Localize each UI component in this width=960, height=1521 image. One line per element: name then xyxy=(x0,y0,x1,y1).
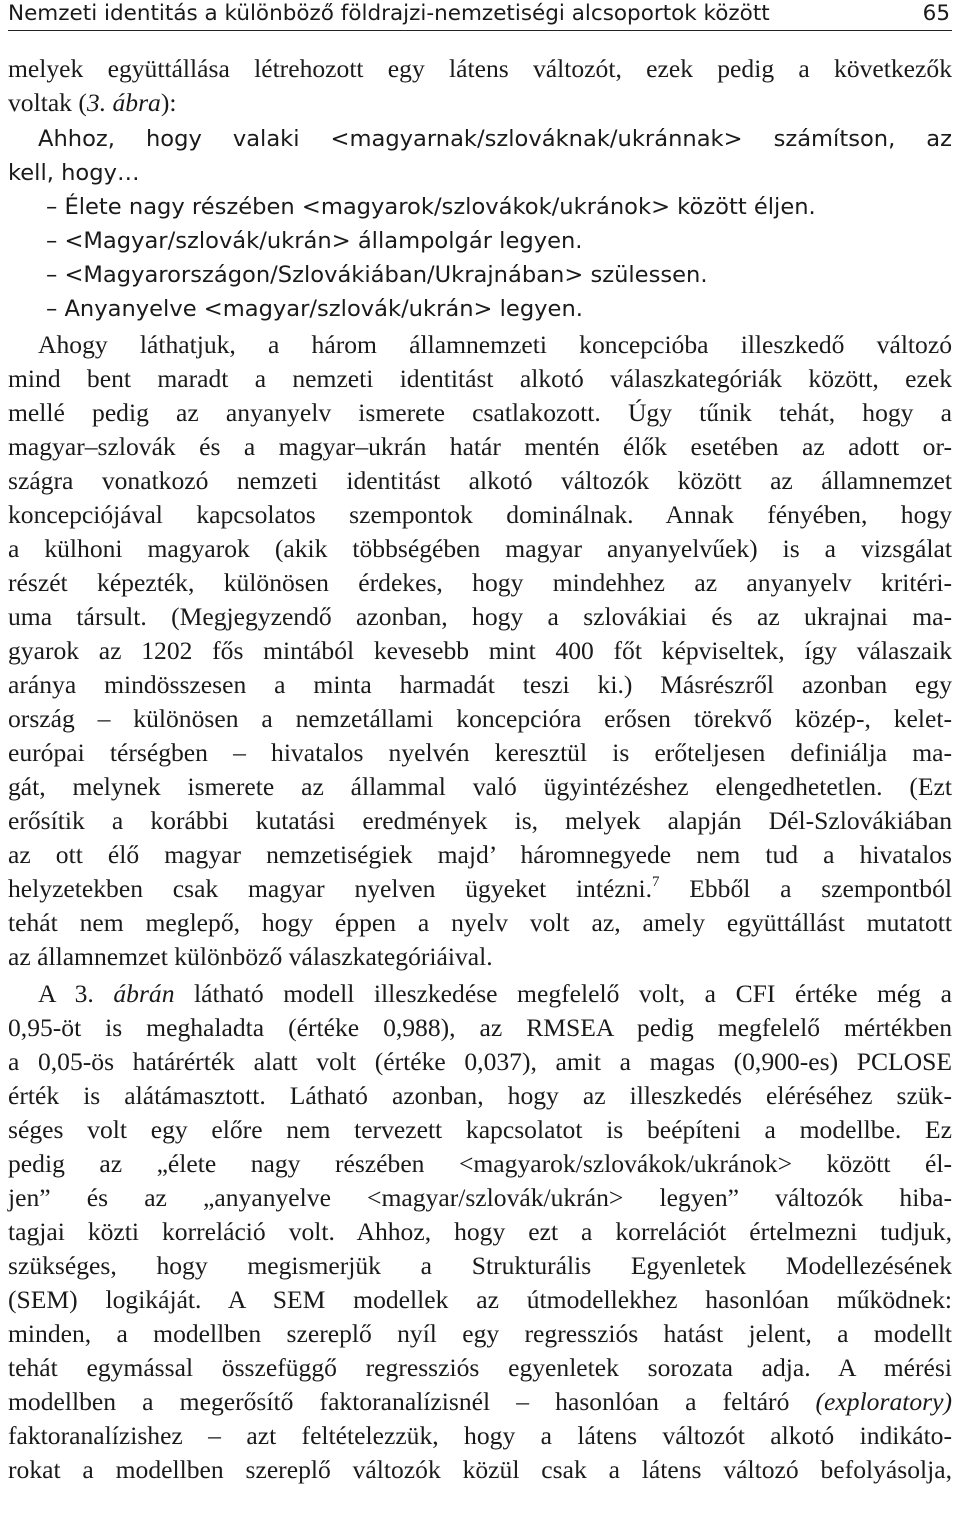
text-line: uma társult. (Megjegyzendő azonban, hogy a szlovákiai és az ukrajnai ma- xyxy=(8,602,952,631)
text-line: magyar–szlovák és a magyar–ukrán határ mentén élők esetében az adott or- xyxy=(8,432,952,461)
text-line: faktoranalízishez – azt feltételezzük, hogy a látens változót alkotó indikáto- xyxy=(8,1421,952,1450)
text-line: aránya mindösszesen a minta harmadát teszi ki.) Másrészről azonban egy xyxy=(8,670,952,699)
text-line: rokat a modellben szereplő változók közül csak a látens változó befolyásolja, xyxy=(8,1455,952,1484)
text-line: 0,95-öt is meghaladta (értéke 0,988), az RMSEA pedig megfelelő mértékben xyxy=(8,1013,952,1042)
text-line: az ott élő magyar nemzetiségiek majd’ háromnegyede nem tud a hivatalos xyxy=(8,840,952,869)
text-line: érték is alátámasztott. Látható azonban, hogy az illeszkedés eléréséhez szük- xyxy=(8,1081,952,1110)
text-line: erősítik a korábbi kutatási eredmények is, melyek alapján Dél-Szlovákiában xyxy=(8,806,952,835)
text-line: gyarok az 1202 fős mintából kevesebb mint 400 főt képviseltek, így válaszaik xyxy=(8,636,952,665)
definition-item: – Élete nagy részében <magyarok/szlovákok/ukránok> között éljen. xyxy=(46,194,816,220)
text-line: európai térségben – hivatalos nyelvén keresztül is erőteljesen definiálja ma- xyxy=(8,738,952,767)
text-line: ország – különösen a nemzetállami koncepcióra erősen törekvő közép-, kelet- xyxy=(8,704,952,733)
text-line: a külhoni magyarok (akik többségében magyar anyanyelvűek) is a vizsgálat xyxy=(8,534,952,563)
text-line: az államnemzet különböző válaszkategóriáival. xyxy=(8,942,493,971)
text-line: tehát nem meglepő, hogy éppen a nyelv volt az, amely együttállást mutatott xyxy=(8,908,952,937)
text-line: gát, melynek ismerete az állammal való ügyintézéshez elengedhetetlen. (Ezt xyxy=(8,772,952,801)
text-line: részét képezték, különösen érdekes, hogy mindehhez az anyanyelv kritéri- xyxy=(8,568,952,597)
text-line: Ahogy láthatjuk, a három államnemzeti koncepcióba illeszkedő változó xyxy=(38,330,952,359)
text-line: helyzetekben csak magyar nyelven ügyeket intézni.$^7$ Ebből a szempontból xyxy=(8,874,953,903)
text-line: melyek együttállása létrehozott egy látens változót, ezek pedig a következők xyxy=(8,54,952,83)
running-title: Nemzeti identitás a különböző földrajzi-nemzetiségi alcsoportok között xyxy=(8,1,770,26)
footnote-marker: 7 xyxy=(652,874,660,890)
definition-item: – <Magyar/szlovák/ukrán> állampolgár legyen. xyxy=(46,228,583,254)
text-line: mellé pedig az anyanyelv ismerete csatlakozott. Úgy tűnik tehát, hogy a xyxy=(8,398,952,427)
definition-item: – Anyanyelve <magyar/szlovák/ukrán> legyen. xyxy=(46,296,583,322)
text-line: tehát egymással összefüggő regressziós egyenletek sorozata adja. A mérési xyxy=(8,1353,952,1382)
definition-lead: Ahhoz, hogy valaki <magyarnak/szlováknak/ukránnak> számítson, az xyxy=(38,126,952,152)
definition-lead: kell, hogy… xyxy=(8,160,140,186)
text-line: modellben a megerősítő faktoranalízisnél – hasonlóan a feltáró (exploratory) xyxy=(8,1387,952,1416)
definition-item: – <Magyarországon/Szlovákiában/Ukrajnában> szülessen. xyxy=(46,262,708,288)
figure-reference: 3. ábra xyxy=(86,88,161,117)
text-line: szükséges, hogy megismerjük a Strukturális Egyenletek Modellezésének xyxy=(8,1251,952,1280)
text-line: A 3. ábrán látható modell illeszkedése megfelelő volt, a CFI értéke még a xyxy=(38,979,952,1008)
text-line: jen” és az „anyanyelve <magyar/szlovák/ukrán> legyen” változók hiba- xyxy=(8,1183,952,1212)
text-line: a 0,05-ös határérték alatt volt (értéke 0,037), amit a magas (0,900-es) PCLOSE xyxy=(8,1047,952,1076)
text-line: séges volt egy előre nem tervezett kapcsolatot is beépíteni a modellbe. Ez xyxy=(8,1115,952,1144)
running-header xyxy=(8,0,952,31)
text-line: koncepciójával kapcsolatos szempontok dominálnak. Annak fényében, hogy xyxy=(8,500,952,529)
page-number: 65 xyxy=(922,1,950,26)
text-line: szágra vonatkozó nemzeti identitást alkotó változók között az államnemzet xyxy=(8,466,952,495)
text-line: voltak (3. ábra): xyxy=(8,88,177,117)
text-line: minden, a modellben szereplő nyíl egy regressziós hatást jelent, a modellt xyxy=(8,1319,952,1348)
text-line: tagjai közti korreláció volt. Ahhoz, hogy ezt a korrelációt értelmezni tudjuk, xyxy=(8,1217,952,1246)
text-line: pedig az „élete nagy részében <magyarok/szlovákok/ukránok> között él- xyxy=(8,1149,952,1178)
text-line: (SEM) logikáját. A SEM modellek az útmodellekhez hasonlóan működnek: xyxy=(8,1285,952,1314)
text-line: mind bent maradt a nemzeti identitást alkotó válaszkategóriák között, ezek xyxy=(8,364,952,393)
